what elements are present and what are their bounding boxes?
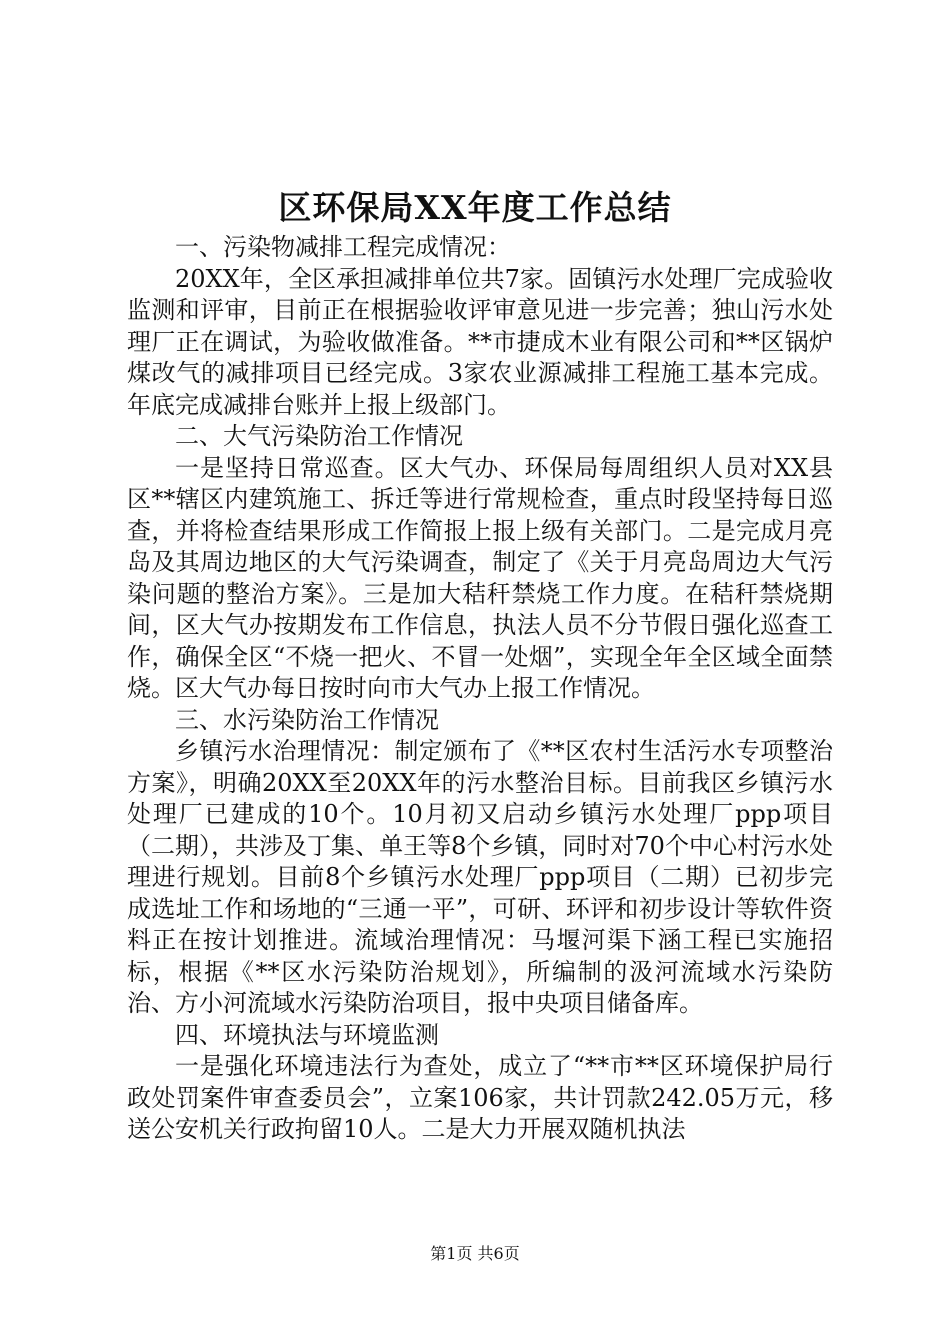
section-heading-3: 三、水污染防治工作情况 bbox=[175, 705, 439, 734]
section-paragraph-1: 20XX年，全区承担减排单位共7家。固镇污水处理厂完成验收监测和评审，目前正在根据验收评审意见进一步完善；独山污水处理厂正在调试，为验收做准备。**市捷成木业有限公司和**区锅炉煤改气的减排项目已经完成。3家农业源减排工程施工基本完成。年底完成减排台账并上报上级部门。 bbox=[127, 264, 833, 419]
section-heading-1: 一、污染物减排工程完成情况： bbox=[175, 233, 511, 261]
section-heading-4: 四、环境执法与环境监测 bbox=[175, 1020, 439, 1049]
page-footer: 第1页 共6页 bbox=[430, 1244, 520, 1263]
document-body bbox=[127, 232, 833, 1146]
section-paragraph-4: 一是强化环境违法行为查处，成立了“**市**区环境保护局行政处罚案件审查委员会”，立案106家，共计罚款242.05万元，移送公安机关行政拘留10人。二是大力开展双随机执法 bbox=[127, 1052, 833, 1143]
section-heading-2: 二、大气污染防治工作情况 bbox=[175, 422, 463, 450]
section-paragraph-3: 乡镇污水治理情况：制定颁布了《**区农村生活污水专项整治方案》，明确20XX至20XX年的污水整治目标。目前我区乡镇污水处理厂已建成的10个。10月初又启动乡镇污水处理厂ppp项目（二期），共涉及丁集、单王等8个乡镇，同时对70个中心村污水处理进行规划。目前8个乡镇污水处理厂ppp项目（二期）已初步完成选址工作和场地的“三通一平”，可研、环评和初步设计等软件资料正在按计划推进。流域治理情况：马堰河渠下涵工程已实施招标，根据《**区水污染防治规划》，所编制的汲河流域水污染防治、方小河流域水污染防治项目，报中央项目储备库。 bbox=[127, 737, 833, 1017]
section-paragraph-2: 一是坚持日常巡查。区大气办、环保局每周组织人员对XX县区**辖区内建筑施工、拆迁等进行常规检查，重点时段坚持每日巡查，并将检查结果形成工作简报上报上级有关部门。二是完成月亮岛及其周边地区的大气污染调查，制定了《关于月亮岛周边大气污染问题的整治方案》。三是加大秸秆禁烧工作力度。在秸秆禁烧期间，区大气办按期发布工作信息，执法人员不分节假日强化巡查工作，确保全区“不烧一把火、不冒一处烟”，实现全年全区域全面禁烧。区大气办每日按时向市大气办上报工作情况。 bbox=[127, 453, 833, 702]
page-title: 区环保局XX年度工作总结 bbox=[278, 188, 672, 227]
